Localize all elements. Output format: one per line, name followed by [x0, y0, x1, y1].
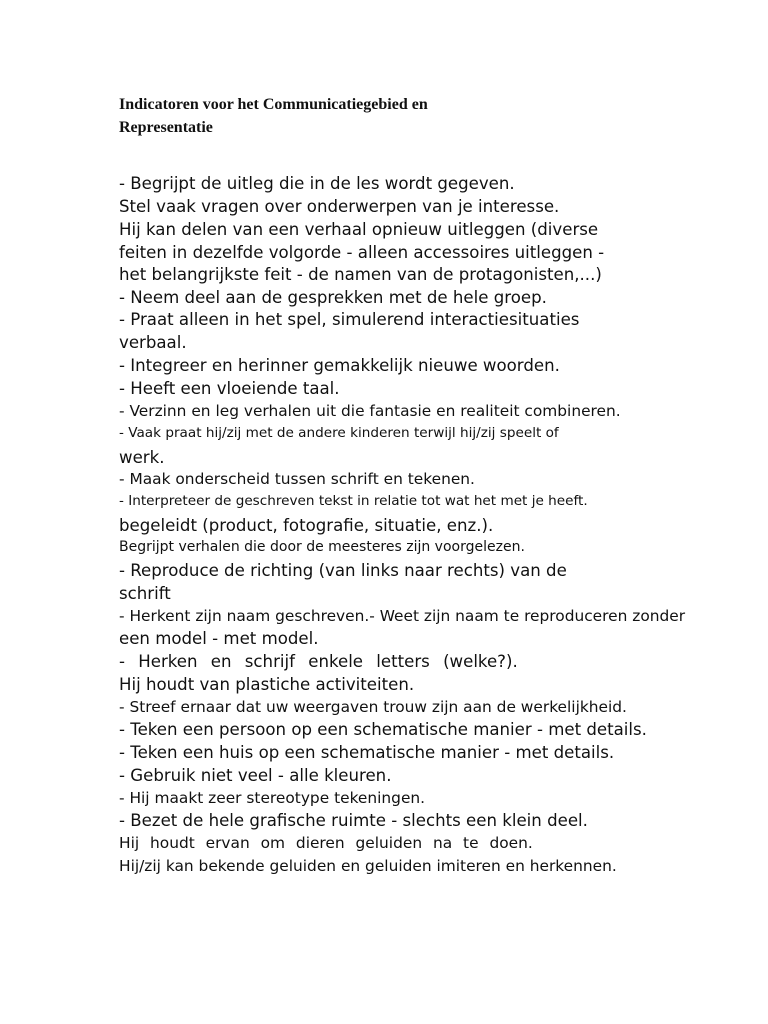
text-line: werk. — [119, 448, 165, 467]
text-line: - Neem deel aan de gesprekken met de hele groep. — [119, 288, 547, 307]
text-line: - Heeft een vloeiende taal. — [119, 379, 340, 398]
text-line: Stel vaak vragen over onderwerpen van je interesse. — [119, 197, 560, 216]
text-line: - Herkent zijn naam geschreven.- Weet zijn naam te reproduceren zonder — [119, 607, 686, 625]
text-line: - Integreer en herinner gemakkelijk nieuwe woorden. — [119, 356, 560, 375]
text-line: - Reproduce de richting (van links naar rechts) van de — [119, 561, 567, 580]
title-line-1: Indicatoren voor het Communicatiegebied en — [119, 96, 428, 113]
text-line: - Gebruik niet veel - alle kleuren. — [119, 766, 392, 785]
text-line: - Maak onderscheid tussen schrift en tekenen. — [119, 470, 475, 488]
text-line: feiten in dezelfde volgorde - alleen accessoires uitleggen - — [119, 243, 605, 262]
text-line: - Verzinn en leg verhalen uit die fantasie en realiteit combineren. — [119, 402, 621, 420]
text-line: het belangrijkste feit - de namen van de protagonisten,...) — [119, 265, 602, 284]
text-line: - Bezet de hele grafische ruimte - slechts een klein deel. — [119, 811, 588, 830]
text-line: - Herken en schrijf enkele letters (welke?). — [119, 652, 518, 671]
text-line: begeleidt (product, fotografie, situatie, enz.). — [119, 516, 494, 535]
text-line: Hij houdt ervan om dieren geluiden na te doen. — [119, 834, 533, 852]
text-line: - Teken een huis op een schematische manier - met details. — [119, 743, 615, 762]
text-line: verbaal. — [119, 333, 187, 352]
text-line: Hij houdt van plastiche activiteiten. — [119, 675, 415, 694]
text-line: Begrijpt verhalen die door de meesteres zijn voorgelezen. — [119, 539, 525, 555]
text-line: - Praat alleen in het spel, simulerend interactiesituaties — [119, 310, 580, 329]
text-line: - Interpreteer de geschreven tekst in relatie tot wat het met je heeft. — [119, 493, 588, 509]
document-title — [119, 93, 679, 139]
text-line: - Streef ernaar dat uw weergaven trouw zijn aan de werkelijkheid. — [119, 698, 627, 716]
text-line: - Begrijpt de uitleg die in de les wordt gegeven. — [119, 174, 515, 193]
text-line: Hij/zij kan bekende geluiden en geluiden imiteren en herkennen. — [119, 857, 617, 875]
text-line: schrift — [119, 584, 171, 603]
text-line: - Hij maakt zeer stereotype tekeningen. — [119, 789, 426, 807]
title-line-2: Representatie — [119, 119, 213, 136]
text-line: een model - met model. — [119, 629, 319, 648]
text-line: - Teken een persoon op een schematische manier - met details. — [119, 720, 647, 739]
text-line: - Vaak praat hij/zij met de andere kinderen terwijl hij/zij speelt of — [119, 425, 559, 441]
text-line: Hij kan delen van een verhaal opnieuw uitleggen (diverse — [119, 220, 599, 239]
